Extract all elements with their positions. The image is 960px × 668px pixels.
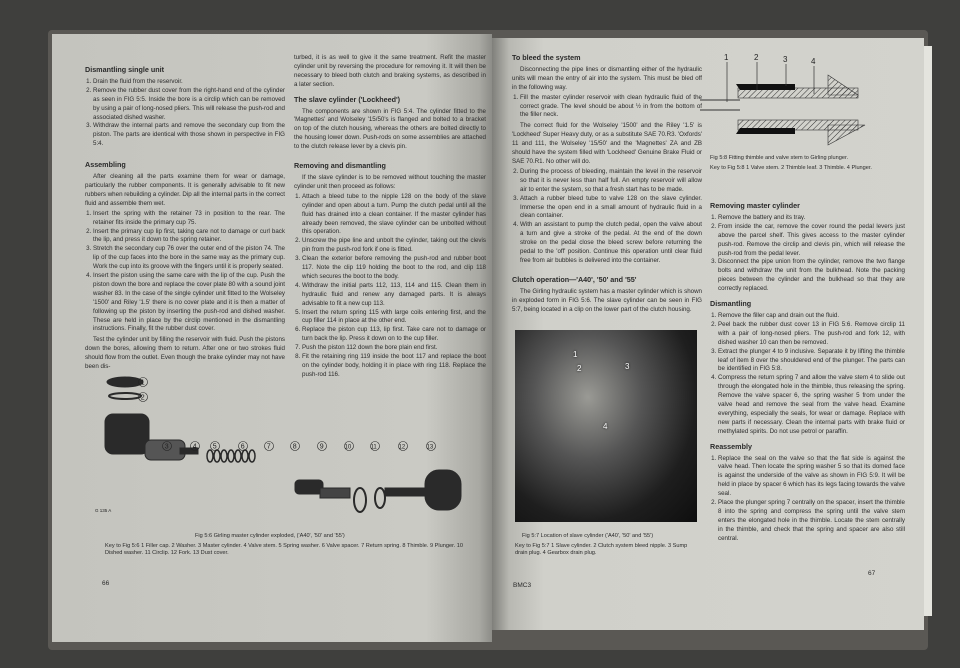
list-item: 1. Insert the spring with the retainer 73 in position to the rear. The retainer fits inside the primary cup 75. bbox=[93, 210, 285, 228]
list-item: 4. Compress the return spring 7 and allow the valve stem 4 to slide out through the elongated hole in the thimble, thus releasing the spring. Remove the valve spacer 6, the spring washer 5 from under the valve head and remove the seal from the valve head. Examine everything, especially the seals, for wear or damage. Replace with new parts if necessary. Clean the internal parts with brake fluid or methylated spirits. Do not use petrol or paraffin. bbox=[718, 374, 905, 436]
callout-9: 9 bbox=[319, 443, 324, 451]
diagram-callout-3: 3 bbox=[783, 55, 788, 64]
slave-cylinder-photo bbox=[515, 330, 697, 522]
fig-5-8-caption: Fig 5:8 Fitting thimble and valve stem to Girling plunger. bbox=[710, 155, 849, 161]
exploded-master-cylinder-illustration bbox=[85, 370, 485, 530]
washer-part bbox=[109, 393, 141, 399]
list-item: 2. Remove the rubber dust cover from the right-hand end of the cylinder as seen in FIG 5:5. Inside the bore is a circlip which can be removed by using a pair of long-nosed pliers. This will release the push-rod and associated dished washer. bbox=[93, 87, 285, 123]
callout-4: 4 bbox=[192, 443, 197, 451]
list-item: 4. Withdraw the initial parts 112, 113, 114 and 115. Clean them in hydraulic fluid and renew any damaged parts. It is always advisable to fit a new cup 113. bbox=[302, 282, 486, 309]
list-item: 3. Extract the plunger 4 to 9 inclusive. Separate it by lifting the thimble leaf of item 8 over the shouldered end of the plunger. The parts can be identified in FIG 5:8. bbox=[718, 348, 905, 375]
page-number-left: 66 bbox=[102, 580, 110, 587]
list-item: 7. Push the piston 112 down the bore plain end first. bbox=[302, 344, 486, 353]
page-edges bbox=[924, 46, 932, 616]
list-item: 1. Replace the seal on the valve so that the flat side is against the valve head. Then locate the spring washer 5 so that its domed face is against the underside of the valve as shown in FIG 5:9. It will be held in place by spacer 6 which has its legs facing towards the valve seal. bbox=[718, 455, 905, 500]
callout-5: 5 bbox=[212, 443, 217, 451]
callout-10: 10 bbox=[344, 444, 352, 451]
assembling-list bbox=[93, 210, 285, 335]
list-item: 1. Attach a bleed tube to the nipple 128 on the body of the slave cylinder and open about a turn. Pump the clutch pedal until all the fluid has drained into a clean container. If the master cylinder has already been removed, the slave cylinder can be unbolted without this operation. bbox=[302, 193, 486, 238]
heading-assembling: Assembling bbox=[85, 160, 126, 170]
list-item: 3. Stretch the secondary cup 76 over the outer end of the piston 74. The lip of the cup faces into the bore in the same way as the primary cup. Work the cup into its groove with the fingers until it is properly seated. bbox=[93, 245, 285, 272]
heading-reassembly: Reassembly bbox=[710, 441, 752, 451]
callout-13: 13 bbox=[426, 444, 434, 451]
paragraph: The components are shown in FIG 5:4. The cylinder fitted to the 'Magnettes' and Wolseley '15/50's is flanged and bolted to a bracket on top of the clutch housing, whereas the others are bolted directly to the housing lower down. Push-rods on some assemblies are attached to the clutch release lever by a clevis pin. bbox=[294, 107, 486, 151]
list-item: 5. Insert the return spring 115 with large coils entering first, and the cup filler 114 in place at the other end. bbox=[302, 309, 486, 327]
fig-5-7-caption: Fig 5:7 Location of slave cylinder ('A40', '50' and '55') bbox=[522, 533, 654, 539]
right-column-2 bbox=[710, 196, 905, 546]
list-item: 3. Withdraw the internal parts and remove the secondary cup from the piston. The parts are identical with those shown in perspective in FIG 5:4. bbox=[93, 122, 285, 149]
fig-5-8-key: Key to Fig 5:8 1 Valve stem. 2 Thimble leaf. 3 Thimble. 4 Plunger. bbox=[710, 165, 872, 171]
heading-dismantling-single-unit: Dismantling single unit bbox=[85, 65, 165, 74]
dismantling-master-list bbox=[718, 312, 905, 437]
filler-cap-part bbox=[107, 377, 143, 387]
callout-12: 12 bbox=[398, 444, 406, 451]
list-item: 4. Insert the piston using the same care with the lip of the cup. Push the piston down the bore and replace the cover plate 80 with a sound joint washer 83. In the case of the single cylinder unit fitted to the Wolseley '1500' and Riley '1.5' there is no cover plate and it is then a matter of following up the piston by inserting the push-rod and dished washer. These are held in place by the circlip mentioned in the dismantling instructions. Finally, fit the rubber dust cover. bbox=[93, 272, 285, 334]
list-item: 2. Peel back the rubber dust cover 13 in FIG 5:6. Remove circlip 11 with a pair of long-nosed pliers. The push-rod and fork 12, with dished washer 10 can then be removed. bbox=[718, 321, 905, 348]
paragraph: The correct fluid for the Wolseley '1500' and the Riley '1.5' is 'Lockheed' Super Heavy duty, or as a substitute SAE 70.R3. 'Oxfords' 11 and 111, the Wolseley '15/50' and the 'Magnettes' ZA and ZB should have the system filled with 'Lockheed' Genuine Brake Fluid or SAE 70.R1. No other will do. bbox=[512, 122, 702, 165]
heading-dismantling: Dismantling bbox=[710, 299, 752, 309]
callout-3: 3 bbox=[164, 443, 169, 451]
list-item: 2. During the process of bleeding, maintain the level in the reservoir so that it is never less than half full. An empty reservoir will allow air to enter the system, so that a fresh start has to be made. bbox=[520, 168, 702, 195]
list-item: 1. Fill the master cylinder reservoir with clean hydraulic fluid of the correct grade. The level should be about ½ in from the bottom of the filler neck. bbox=[520, 94, 702, 121]
diagram-callout-4: 4 bbox=[811, 57, 816, 66]
plunger-part bbox=[320, 488, 350, 498]
right-column-1 bbox=[512, 54, 702, 315]
paragraph: turbed, it is as well to give it the same treatment. Refit the master cylinder unit by reversing the procedure for removing it. It will then be necessary to bleed both clutch and braking systems, as described in a later section. bbox=[294, 54, 486, 88]
list-item: 1. Drain the fluid from the reservoir. bbox=[93, 78, 285, 87]
footer-code: BMC3 bbox=[513, 582, 532, 589]
callout-6: 6 bbox=[240, 443, 245, 451]
fig-5-6-caption: Fig 5:6 Girling master cylinder exploded, ('A40', '50' and '55') bbox=[195, 533, 345, 539]
page-number-right: 67 bbox=[868, 570, 876, 577]
dust-cover-part bbox=[425, 470, 461, 510]
list-item: 6. Replace the piston cup 113, lip first. Take care not to damage or turn back the lip. Press it down on to the cup filler. bbox=[302, 326, 486, 344]
heading-removing-master-cylinder: Removing master cylinder bbox=[710, 201, 800, 210]
diagram-callout-1: 1 bbox=[724, 53, 729, 62]
list-item: 3. Clean the exterior before removing the push-rod and rubber boot 117. Note the clip 119 holding the boot to the rod, and clip 118 which secures the boot to the body. bbox=[302, 255, 486, 282]
list-item: 3. Disconnect the pipe union from the cylinder, remove the two flange bolts and withdraw the unit from the bulkhead. Note the packing pieces between the cylinder and the bulkhead so that they are correctly replaced. bbox=[718, 258, 905, 294]
list-item: 4. With an assistant to pump the clutch pedal, open the valve about a turn and give a stroke of the pedal. At the end of the down stroke on the pedal close the bleed screw before returning the pedal to the 'off' position. Continue this operation until clear fluid free from air bubbles is delivered into the container. bbox=[520, 221, 702, 266]
left-column-2 bbox=[294, 54, 486, 382]
fork-part bbox=[385, 488, 425, 496]
left-column-1 bbox=[85, 60, 285, 373]
list-item: 2. Unscrew the pipe line and unbolt the cylinder, taking out the clevis pin from the push-rod fork if one is fitted. bbox=[302, 237, 486, 255]
heading-removing-dismantling: Removing and dismantling bbox=[294, 161, 386, 171]
list-item: 3. Attach a rubber bleed tube to valve 128 on the slave cylinder. Immerse the open end in a small amount of hydraulic fluid in a clean container. bbox=[520, 195, 702, 222]
removing-master-list bbox=[718, 214, 905, 294]
fig-5-6-key: Key to Fig 5:6 1 Filler cap. 2 Washer. 3 Master cylinder. 4 Valve stem. 5 Spring washer. 6 Valve spacer. 7 Return spring. 8 Thimble. 9 Plunger. 10 Dished washer. 11 Circlip. 12 Fork. 13 Dust cover. bbox=[105, 543, 463, 556]
heading-slave-cylinder: The slave cylinder ('Lockheed') bbox=[294, 94, 401, 104]
removing-list bbox=[302, 193, 486, 380]
list-item: 2. Insert the primary cup lip first, taking care not to damage or curl back the lip, and press it down to the spring retainer. bbox=[93, 228, 285, 246]
fig-5-7-key: Key to Fig 5:7 1 Slave cylinder. 2 Clutch system bleed nipple. 3 Sump drain plug. 4 Gearbox drain plug. bbox=[515, 543, 688, 556]
callout-7: 7 bbox=[266, 443, 271, 451]
figure-code: G 135 A bbox=[95, 508, 112, 513]
diagram-callout-2: 2 bbox=[754, 53, 759, 62]
list-item: 2. From inside the car, remove the cover round the pedal levers just above the parcel shelf. This gives access to the master cylinder push-rod. Remove the circlip and clevis pin, which will release the push-rod from the pedal lever. bbox=[718, 223, 905, 259]
photo-callout-4: 4 bbox=[603, 422, 608, 431]
reassembly-list bbox=[718, 455, 905, 544]
dished-washer-part bbox=[354, 488, 366, 512]
callout-8: 8 bbox=[292, 443, 297, 451]
paragraph: Test the cylinder unit by filling the reservoir with fluid. Push the pistons down the bores, allowing them to return. After one or two strokes fluid should flow from the outlet. Even though the brake cylinder may not have been dis- bbox=[85, 336, 285, 371]
callout-2: 2 bbox=[140, 394, 145, 402]
photo-callout-3: 3 bbox=[625, 362, 630, 371]
return-spring-part bbox=[207, 450, 255, 462]
list-item: 2. Place the plunger spring 7 centrally on the spacer, insert the thimble 8 into the spring and compress the spring until the valve stem enters the elongated hole in the thimble. Locate the stem centrally in the thimble, and check that the spring and spacer are also still central. bbox=[718, 499, 905, 544]
callout-11: 11 bbox=[370, 444, 377, 451]
paragraph: The Girling hydraulic system has a master cylinder which is shown in exploded form in FIG 5:6. The slave cylinder can be seen in FIG 5:7, being located in a clip on the lower part of the clutch housing. bbox=[512, 287, 702, 313]
paragraph: After cleaning all the parts examine them for wear or damage, particularly the rubber components. It is generally advisable to fit new rubbers when rebuilding a cylinder. Dip all the internal parts in the correct fluid and assemble them wet. bbox=[85, 173, 285, 207]
bleed-list-2 bbox=[520, 168, 702, 266]
callout-1: 1 bbox=[140, 379, 145, 387]
thimble-part bbox=[295, 480, 323, 494]
list-item: 8. Fit the retaining ring 119 inside the boot 117 and replace the boot on the cylinder body, holding it in place with ring 118. Replace the push-rod 116. bbox=[302, 353, 486, 380]
list-item: 1. Remove the battery and its tray. bbox=[718, 214, 905, 223]
heading-clutch-operation: Clutch operation—'A40', '50' and '55' bbox=[512, 274, 637, 284]
heading-bleed-system: To bleed the system bbox=[512, 53, 581, 62]
photo-callout-1: 1 bbox=[573, 350, 578, 359]
dismantling-list bbox=[93, 78, 285, 149]
paragraph: If the slave cylinder is to be removed without touching the master cylinder unit then proceed as follows: bbox=[294, 173, 486, 190]
circlip-part bbox=[375, 488, 385, 508]
thimble-valve-diagram bbox=[700, 50, 900, 150]
paragraph: Disconnecting the pipe lines or dismantling either of the hydraulic units will mean the entry of air into the system. This must be bled off in the following way. bbox=[512, 65, 702, 91]
photo-callout-2: 2 bbox=[577, 364, 582, 373]
list-item: 1. Remove the filler cap and drain out the fluid. bbox=[718, 312, 905, 321]
bleed-list-1 bbox=[520, 94, 702, 121]
master-cylinder-part bbox=[105, 414, 149, 454]
